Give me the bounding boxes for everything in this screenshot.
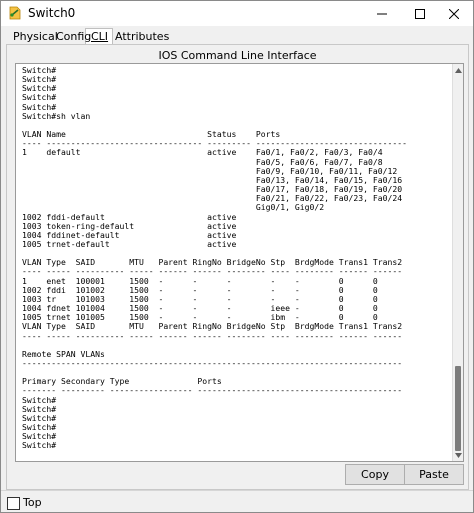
terminal-scrollbar[interactable] [452, 64, 463, 461]
close-button[interactable] [435, 1, 473, 26]
top-checkbox-label: Top [23, 496, 42, 509]
minimize-button[interactable] [363, 1, 401, 26]
cli-header: IOS Command Line Interface [158, 49, 317, 62]
paste-button[interactable]: Paste [404, 464, 464, 485]
maximize-icon [415, 9, 425, 19]
copy-button[interactable]: Copy [345, 464, 405, 485]
window-title: Switch0 [28, 6, 76, 20]
top-checkbox[interactable] [7, 497, 20, 510]
cli-panel [6, 44, 469, 490]
scroll-down-arrow-icon[interactable] [453, 450, 463, 460]
terminal-output[interactable]: Switch# Switch# Switch# Switch# Switch# Switch#sh vlan VLAN Name Status Ports ---- -------------------------------- --------- ------------------------------- 1 default active Fa0/1, Fa0/2, Fa0/3, Fa0/4 Fa0/5, Fa0/6, Fa0/7, Fa0/8 Fa0/9, Fa0/10, Fa0/11, Fa0/12 Fa0/13, Fa0/14, Fa0/15, Fa0/16 Fa0/17, Fa0/18, Fa0/19, Fa0/20 Fa0/21, Fa0/22, Fa0/23, Fa0/24 Gig0/1, Gig0/2 1002 fddi-default active 1003 token-ring-default active 1004 fddinet-default active 1005 trnet-default active VLAN Type SAID MTU Parent RingNo BridgeNo Stp BrdgMode Trans1 Trans2 ---- ----- ---------- ----- ------ ------ -------- ---- -------- ------ ------ 1 enet 100001 1500 - - - - - 0 0 1002 fddi 101002 1500 - - - - - 0 0 1003 tr 101003 1500 - - - - - 0 0 1004 fdnet 101004 1500 - - - ieee - 0 0 1005 trnet 101005 1500 - - - ibm - 0 0 VLAN Type SAID MTU Parent RingNo BridgeNo Stp BrdgMode Trans1 Trans2 ---- ----- ---------- ----- ------ ------ -------- ---- -------- ------ ------ Remote SPAN VLANs ------------------------------------------------------------------------------ Primary Secondary Type Ports ------- --------- ----------------- ------------------------------------------ Switch# Switch# Switch# Switch# Switch# Switch# [22, 65, 407, 451]
tab-physical[interactable]: Physical [13, 30, 58, 43]
maximize-button[interactable] [401, 1, 439, 26]
scroll-up-arrow-icon[interactable] [453, 65, 463, 75]
tab-cli[interactable]: CLI [91, 30, 109, 43]
close-icon [449, 9, 459, 19]
footer-divider [1, 490, 473, 491]
switch-app-icon [8, 6, 22, 20]
tab-config[interactable]: Config [56, 30, 92, 43]
cli-terminal[interactable] [15, 63, 464, 462]
tab-attributes[interactable]: Attributes [115, 30, 170, 43]
scrollbar-thumb[interactable] [455, 366, 461, 451]
title-bar [1, 1, 473, 26]
minimize-icon [377, 9, 387, 19]
